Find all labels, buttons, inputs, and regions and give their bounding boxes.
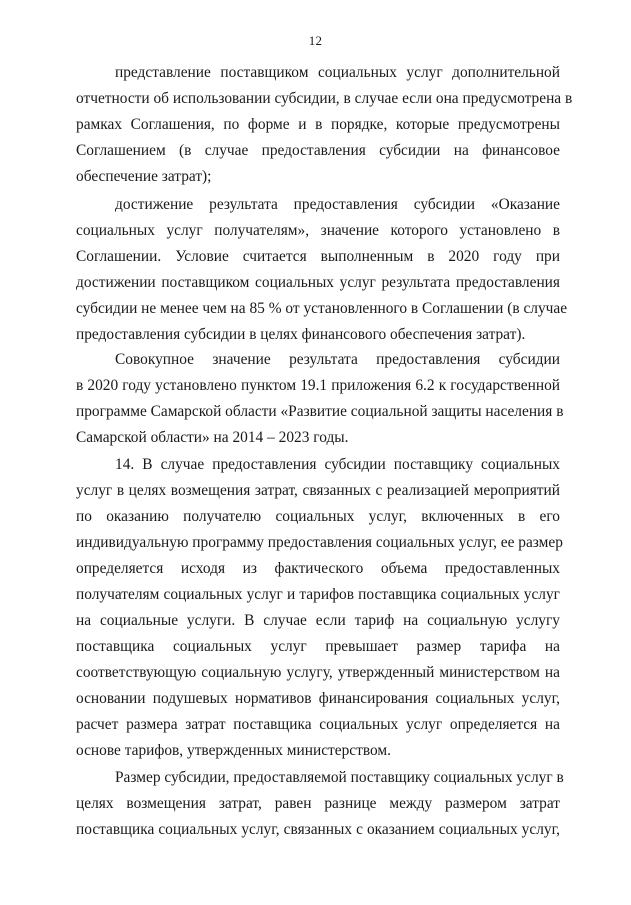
- text-line: на социальные услуги. В случае если тариф на социальную услугу: [76, 612, 560, 629]
- text-line: 14. В случае предоставления субсидии поставщику социальных: [115, 456, 560, 473]
- text-line: достижение результата предоставления субсидии «Оказание: [115, 196, 560, 213]
- text-line: расчет размера затрат поставщика социальных услуг определяется на: [76, 716, 560, 733]
- text-line: услуг в целях возмещения затрат, связанных с реализацией мероприятий: [76, 482, 560, 499]
- paragraph-result: [76, 192, 568, 348]
- text-line: соответствующую социальную услугу, утвержденный министерством на: [76, 664, 560, 681]
- text-line: Соглашением (в случае предоставления субсидии на финансовое: [76, 142, 560, 159]
- text-line: по оказанию получателю социальных услуг, включенных в его: [76, 508, 560, 525]
- paragraph-subsidy-size: [76, 765, 564, 843]
- text-line: предоставления субсидии в целях финансового обеспечения затрат).: [76, 326, 526, 343]
- text-line: Совокупное значение результата предоставления субсидии: [115, 351, 560, 368]
- text-line: Соглашении. Условие считается выполненным в 2020 году при: [76, 248, 560, 265]
- text-line: представление поставщиком социальных услуг дополнительной: [115, 64, 560, 81]
- paragraph-continuation: [76, 60, 573, 190]
- paragraph-item-14: [76, 452, 563, 764]
- text-line: субсидии не менее чем на 85 % от установленного в Соглашении (в случае: [76, 300, 568, 317]
- text-line: основании подушевых нормативов финансирования социальных услуг,: [76, 690, 560, 707]
- text-line: получателям социальных услуг и тарифов поставщика социальных услуг: [76, 586, 560, 603]
- text-line: отчетности об использовании субсидии, в случае если она предусмотрена в: [76, 90, 573, 107]
- text-line: достижении поставщиком социальных услуг результата предоставления: [76, 274, 560, 291]
- text-line: Размер субсидии, предоставляемой поставщику социальных услуг в: [115, 769, 564, 786]
- text-line: определяется исходя из фактического объема предоставленных: [76, 560, 560, 577]
- text-line: поставщика социальных услуг, связанных с оказанием социальных услуг,: [76, 821, 560, 838]
- text-line: поставщика социальных услуг превышает размер тарифа на: [76, 638, 560, 655]
- text-line: в 2020 году установлено пунктом 19.1 приложения 6.2 к государственной: [76, 377, 560, 394]
- page-number: 12: [308, 33, 323, 48]
- text-line: целях возмещения затрат, равен разнице между размером затрат: [76, 795, 560, 812]
- text-line: Самарской области» на 2014 – 2023 годы.: [76, 429, 349, 446]
- text-line: индивидуальную программу предоставления социальных услуг, ее размер: [76, 534, 563, 551]
- text-line: обеспечение затрат);: [76, 168, 212, 185]
- text-line: основе тарифов, утвержденных министерством.: [76, 742, 392, 759]
- text-line: программе Самарской области «Развитие социальной защиты населения в: [76, 403, 564, 420]
- text-line: социальных услуг получателям», значение которого установлено в: [76, 222, 560, 239]
- paragraph-total-value: [76, 347, 564, 451]
- text-line: рамках Соглашения, по форме и в порядке, которые предусмотрены: [76, 116, 560, 133]
